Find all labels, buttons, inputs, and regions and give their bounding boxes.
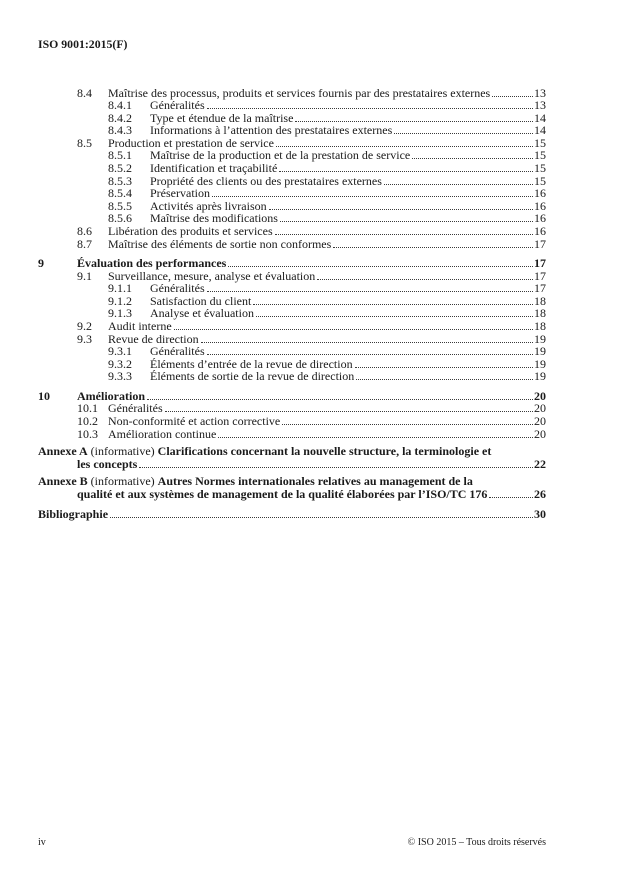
- dot-leader: [253, 304, 533, 305]
- toc-number: 8.5: [77, 135, 92, 150]
- toc-page: 14: [534, 110, 546, 125]
- annex-title-line1: Autres Normes internationales relatives au management de la: [157, 474, 473, 489]
- toc-number: 10: [38, 388, 50, 403]
- toc-number: 9.3.1: [108, 344, 132, 359]
- toc-title: Informations à l’attention des prestataires externes: [150, 123, 393, 138]
- toc-number: 9.3.3: [108, 369, 132, 384]
- toc-page: 26: [534, 486, 546, 501]
- dot-leader: [489, 497, 533, 498]
- toc-title: Production et prestation de service: [108, 135, 274, 150]
- dot-leader: [201, 342, 533, 343]
- toc-number: 10.2: [77, 413, 98, 428]
- toc-number: 8.5.5: [108, 198, 132, 213]
- dot-leader: [147, 399, 533, 400]
- toc-page: 16: [534, 198, 546, 213]
- dot-leader: [492, 96, 533, 97]
- toc-entry-8-6[interactable]: [38, 225, 546, 238]
- toc-title: Maîtrise des éléments de sortie non conformes: [108, 236, 332, 251]
- dot-leader: [384, 184, 533, 185]
- dot-leader: [295, 121, 533, 122]
- toc-page: 17: [534, 236, 546, 251]
- toc-page: 15: [534, 161, 546, 176]
- dot-leader: [333, 247, 533, 248]
- dot-leader: [207, 354, 533, 355]
- toc-page: 16: [534, 224, 546, 239]
- toc-page: 15: [534, 135, 546, 150]
- annex-title-line1: Clarifications concernant la nouvelle structure, la terminologie et: [157, 444, 492, 459]
- toc-number: 8.7: [77, 236, 92, 251]
- toc-page: 18: [534, 306, 546, 321]
- annex-title-line2: qualité et aux systèmes de management de la qualité élaborées par l’ISO/TC 176: [77, 486, 488, 501]
- toc-number: 8.4.3: [108, 123, 132, 138]
- toc-number: 9.1.2: [108, 293, 132, 308]
- dot-leader: [110, 517, 533, 518]
- toc-number: 9.2: [77, 318, 92, 333]
- toc-number: 9.3: [77, 331, 92, 346]
- annex-second-line: [38, 458, 546, 471]
- dot-leader: [279, 171, 533, 172]
- footer-copyright: © ISO 2015 – Tous droits réservés: [407, 837, 546, 848]
- toc-number: 9.1.1: [108, 281, 132, 296]
- annex-first-line: [38, 445, 546, 458]
- toc-page: 16: [534, 211, 546, 226]
- annex-second-line: [38, 488, 546, 501]
- annex-status: (informative): [90, 474, 155, 489]
- toc-number: 9: [38, 256, 44, 271]
- toc-entry-9-2[interactable]: [38, 320, 546, 333]
- toc-entry-8-5-2[interactable]: [38, 162, 546, 175]
- toc-title: Généralités: [150, 344, 205, 359]
- toc-page: 15: [534, 173, 546, 188]
- dot-leader: [280, 221, 533, 222]
- toc-title: Satisfaction du client: [150, 293, 252, 308]
- dot-leader: [282, 424, 533, 425]
- toc-number: 9.1.3: [108, 306, 132, 321]
- toc-title: Activités après livraison: [150, 198, 267, 213]
- toc-number: 10.1: [77, 401, 98, 416]
- table-of-contents: [38, 87, 546, 521]
- toc-entry-10-3[interactable]: [38, 428, 546, 441]
- toc-bibliography[interactable]: [38, 508, 546, 521]
- dot-leader: [207, 108, 533, 109]
- toc-page: 13: [534, 85, 546, 100]
- toc-entry-9-3-1[interactable]: [38, 345, 546, 358]
- toc-number: 8.4.1: [108, 98, 132, 113]
- dot-leader: [218, 437, 533, 438]
- toc-page: 15: [534, 148, 546, 163]
- toc-title: Éléments de sortie de la revue de direction: [150, 369, 355, 384]
- toc-page: 13: [534, 98, 546, 113]
- toc-page: 22: [534, 456, 546, 471]
- toc-number: 8.5.3: [108, 173, 132, 188]
- toc-page: 17: [534, 256, 546, 271]
- toc-number: 8.5.4: [108, 186, 132, 201]
- toc-number: 8.5.6: [108, 211, 132, 226]
- toc-entry-9-3-3[interactable]: [38, 370, 546, 383]
- dot-leader: [356, 379, 533, 380]
- toc-number: 8.5.1: [108, 148, 132, 163]
- annex-status: (informative): [90, 444, 155, 459]
- toc-page: 20: [534, 388, 546, 403]
- toc-title: Généralités: [150, 281, 205, 296]
- dot-leader: [165, 411, 533, 412]
- toc-title: Libération des produits et services: [108, 224, 273, 239]
- toc-title: Identification et traçabilité: [150, 161, 278, 176]
- toc-title: Analyse et évaluation: [150, 306, 254, 321]
- toc-title: Généralités: [150, 98, 205, 113]
- toc-number: 8.4: [77, 85, 92, 100]
- toc-title: Amélioration: [77, 388, 145, 403]
- toc-title: Maîtrise de la production et de la prestation de service: [150, 148, 411, 163]
- annex-label: Annexe B: [38, 474, 88, 489]
- toc-number: 10.3: [77, 426, 98, 441]
- toc-entry-8-4-1[interactable]: [38, 99, 546, 112]
- toc-entry-10-2[interactable]: [38, 415, 546, 428]
- toc-title: Maîtrise des processus, produits et services fournis par des prestataires externes: [108, 85, 491, 100]
- toc-annex-a[interactable]: [38, 445, 546, 470]
- toc-page: 17: [534, 281, 546, 296]
- toc-title: Bibliographie: [38, 507, 109, 522]
- dot-leader: [412, 158, 533, 159]
- toc-page: 30: [534, 507, 546, 522]
- toc-number: 9.3.2: [108, 356, 132, 371]
- dot-leader: [317, 279, 533, 280]
- toc-title: Amélioration continue: [108, 426, 217, 441]
- dot-leader: [228, 266, 533, 267]
- toc-entry-8-4-3[interactable]: [38, 124, 546, 137]
- dot-leader: [256, 316, 533, 317]
- toc-number: 8.4.2: [108, 110, 132, 125]
- toc-page: 19: [534, 356, 546, 371]
- toc-title: Éléments d’entrée de la revue de direction: [150, 356, 353, 371]
- toc-entry-8-5-4[interactable]: [38, 187, 546, 200]
- dot-leader: [275, 234, 533, 235]
- toc-page: 19: [534, 369, 546, 384]
- toc-title: Évaluation des performances: [77, 256, 227, 271]
- toc-page: 19: [534, 331, 546, 346]
- toc-entry-9-1-1[interactable]: [38, 282, 546, 295]
- dot-leader: [139, 467, 533, 468]
- toc-entry-8-7[interactable]: [38, 238, 546, 251]
- toc-title: Type et étendue de la maîtrise: [150, 110, 294, 125]
- dot-leader: [355, 367, 533, 368]
- toc-page: 20: [534, 426, 546, 441]
- toc-page: 14: [534, 123, 546, 138]
- toc-page: 20: [534, 413, 546, 428]
- toc-page: 17: [534, 268, 546, 283]
- toc-title: Revue de direction: [108, 331, 199, 346]
- toc-number: 8.6: [77, 224, 92, 239]
- dot-leader: [394, 133, 533, 134]
- toc-title: Propriété des clients ou des prestataires externes: [150, 173, 382, 188]
- footer-page-number: iv: [38, 837, 46, 848]
- toc-title: Généralités: [108, 401, 163, 416]
- dot-leader: [269, 209, 533, 210]
- annex-title-line2: les concepts: [77, 456, 138, 471]
- toc-annex-b[interactable]: [38, 475, 546, 500]
- annex-label: Annexe A: [38, 444, 88, 459]
- toc-title: Surveillance, mesure, analyse et évaluation: [108, 268, 316, 283]
- dot-leader: [174, 329, 533, 330]
- dot-leader: [212, 196, 533, 197]
- toc-page: 18: [534, 318, 546, 333]
- toc-title: Préservation: [150, 186, 210, 201]
- toc-page: 19: [534, 344, 546, 359]
- toc-chapter-9[interactable]: [38, 257, 546, 270]
- dot-leader: [276, 146, 533, 147]
- toc-number: 8.5.2: [108, 161, 132, 176]
- toc-number: 9.1: [77, 268, 92, 283]
- toc-page: 18: [534, 293, 546, 308]
- toc-title: Maîtrise des modifications: [150, 211, 278, 226]
- dot-leader: [207, 291, 533, 292]
- document-id: ISO 9001:2015(F): [38, 37, 128, 51]
- toc-page: 16: [534, 186, 546, 201]
- toc-page: 20: [534, 401, 546, 416]
- toc-title: Audit interne: [108, 318, 172, 333]
- toc-title: Non-conformité et action corrective: [108, 413, 281, 428]
